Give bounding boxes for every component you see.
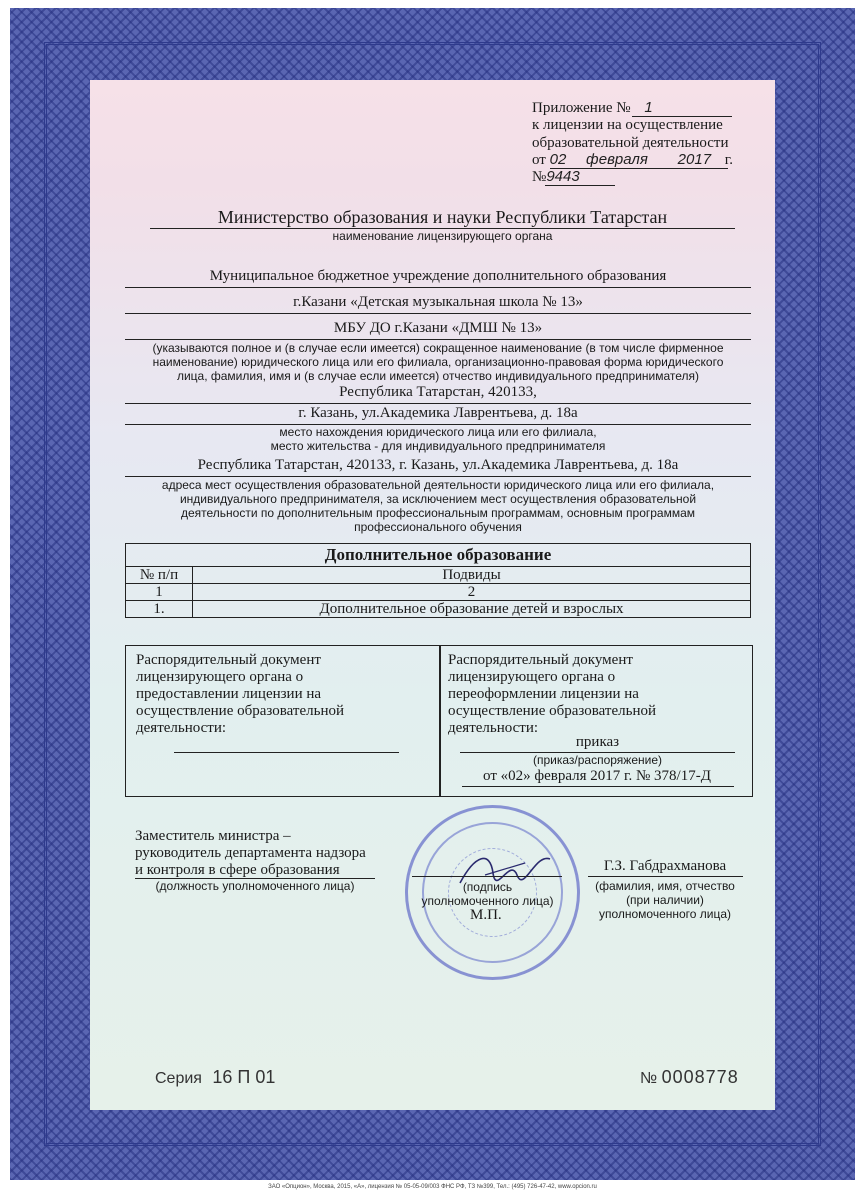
reissue-line4: осуществление образовательной bbox=[448, 703, 656, 719]
authority-name: Министерство образования и науки Республики Татарстан bbox=[217, 207, 668, 227]
official-position bbox=[135, 828, 366, 879]
rule bbox=[125, 476, 751, 477]
form-number-prefix: № bbox=[640, 1070, 658, 1087]
col-num-index: 1 bbox=[126, 584, 193, 601]
date-suffix: г. bbox=[724, 152, 734, 168]
grant-order-text bbox=[136, 652, 344, 737]
licensee-caption-line3: лица, фамилия, имя и (в случае если имеется) отчество индивидуального предпринимателя) bbox=[176, 369, 700, 383]
date-year: 2017 bbox=[677, 151, 712, 168]
grant-line4: осуществление образовательной bbox=[136, 703, 344, 719]
sign-caption-line2: уполномоченного лица) bbox=[421, 894, 554, 908]
activity-caption-line1: адреса мест осуществления образовательной деятельности юридического лица или его филиала, bbox=[161, 478, 715, 492]
activity-caption-line2: индивидуального предпринимателя, за исключением мест осуществления образовательной bbox=[179, 492, 697, 506]
address-line1: Республика Татарстан, 420133, bbox=[339, 384, 537, 400]
activity-caption bbox=[115, 478, 761, 534]
grant-line1: Распорядительный документ bbox=[136, 652, 321, 668]
name-caption-line2: (при наличии) bbox=[626, 893, 704, 907]
signature-caption bbox=[400, 880, 575, 908]
appendix-date bbox=[532, 151, 762, 169]
col-subtype-header: Подвиды bbox=[193, 567, 751, 584]
position-caption: (должность уполномоченного лица) bbox=[155, 879, 355, 893]
subtypes-table bbox=[125, 543, 751, 618]
order-reference-line bbox=[462, 786, 734, 787]
order-type: приказ bbox=[575, 734, 620, 750]
activity-caption-line3: деятельности по дополнительным профессиональным программам, основным программам bbox=[180, 506, 696, 520]
licensee-short-name: МБУ ДО г.Казани «ДМШ № 13» bbox=[333, 320, 543, 336]
order-reference: от «02» февраля 2017 г. № 378/17-Д bbox=[483, 768, 711, 784]
rule bbox=[125, 313, 751, 314]
table-index-row bbox=[126, 584, 751, 601]
date-month: февраля bbox=[586, 151, 648, 168]
address-line2: г. Казань, ул.Академика Лаврентьева, д. 18а bbox=[298, 405, 578, 421]
activity-address: Республика Татарстан, 420133, г. Казань, ул.Академика Лаврентьева, д. 18а bbox=[197, 457, 679, 473]
grant-line2: лицензирующего органа о bbox=[136, 669, 304, 685]
series-value: 16 П 01 bbox=[212, 1067, 276, 1087]
position-line1: Заместитель министра – bbox=[135, 828, 291, 844]
address-caption bbox=[125, 425, 751, 453]
name-caption-line1: (фамилия, имя, отчество bbox=[595, 879, 735, 893]
signature-line bbox=[412, 876, 562, 877]
form-number bbox=[640, 1067, 739, 1088]
date-day: 02 bbox=[549, 151, 567, 168]
series-label: Серия bbox=[155, 1070, 202, 1087]
name-caption-line3: уполномоченного лица) bbox=[598, 907, 732, 921]
licensee-caption-line2: наименование) юридического лица или его филиала, организационно-правовая форма юридического bbox=[152, 355, 724, 369]
license-number: 9443 bbox=[546, 168, 580, 185]
appendix-label: Приложение № bbox=[532, 100, 631, 116]
address-caption-line2: место жительства - для индивидуального предпринимателя bbox=[270, 439, 606, 453]
authority-caption: наименование лицензирующего органа bbox=[332, 229, 553, 243]
stamp-label: М.П. bbox=[470, 907, 502, 923]
table-header-row bbox=[126, 567, 751, 584]
series bbox=[155, 1067, 275, 1088]
appendix-number: 1 bbox=[644, 99, 653, 116]
rule bbox=[125, 339, 751, 340]
position-line3: и контроля в сфере образования bbox=[135, 862, 340, 878]
table-title-row bbox=[126, 544, 751, 567]
activity-caption-line4: профессионального обучения bbox=[354, 520, 522, 534]
address-caption-line1: место нахождения юридического лица или его филиала, bbox=[279, 425, 597, 439]
order-type-caption: (приказ/распоряжение) bbox=[532, 753, 663, 767]
appendix-license bbox=[532, 168, 580, 186]
date-prefix: от bbox=[532, 152, 546, 168]
licensee-name-line2: г.Казани «Детская музыкальная школа № 13» bbox=[293, 294, 583, 310]
reissue-order-text bbox=[448, 652, 656, 737]
reissue-line2: лицензирующего органа о bbox=[448, 669, 616, 685]
position-line2: руководитель департамента надзора bbox=[135, 845, 366, 861]
sign-caption-line1: (подпись bbox=[462, 880, 513, 894]
grant-line5: деятельности: bbox=[136, 720, 227, 736]
table-row bbox=[126, 601, 751, 618]
grant-blank-line bbox=[174, 752, 399, 753]
reissue-line5: деятельности: bbox=[448, 720, 539, 736]
license-prefix: № bbox=[532, 169, 547, 185]
grant-line3: предоставлении лицензии на bbox=[136, 686, 322, 702]
reissue-line1: Распорядительный документ bbox=[448, 652, 633, 668]
form-number-value: 0008778 bbox=[661, 1067, 739, 1087]
rule bbox=[125, 403, 751, 404]
col-num-header: № п/п bbox=[126, 567, 193, 584]
official-name: Г.З. Габдрахманова bbox=[603, 858, 727, 874]
licensee-name-line1: Муниципальное бюджетное учреждение дополнительного образования bbox=[209, 268, 667, 284]
printer-note: ЗАО «Опцион», Москва, 2015, «А», лицензия № 05-05-09/003 ФНС РФ, ТЗ №399, Тел.: (495) 726-47-42, www.opcion.ru bbox=[268, 1184, 597, 1190]
licensee-caption-line1: (указываются полное и (в случае если имеется) сокращенное наименование (в том числе фирменное bbox=[152, 341, 724, 355]
official-name-line bbox=[588, 876, 743, 877]
reissue-order-box bbox=[439, 645, 753, 797]
row-subtype: Дополнительное образование детей и взрослых bbox=[193, 601, 751, 618]
reissue-line3: переоформлении лицензии на bbox=[448, 686, 639, 702]
licensee-caption bbox=[115, 341, 761, 383]
rule bbox=[125, 287, 751, 288]
appendix-label-row bbox=[532, 99, 653, 117]
row-num: 1. bbox=[126, 601, 193, 618]
grant-order-box bbox=[125, 645, 441, 797]
table-title: Дополнительное образование bbox=[126, 544, 751, 567]
appendix-line2: к лицензии на осуществление bbox=[532, 117, 723, 133]
appendix-line3: образовательной деятельности bbox=[532, 135, 729, 151]
official-name-caption bbox=[575, 879, 755, 921]
col-subtype-index: 2 bbox=[193, 584, 751, 601]
license-line bbox=[545, 185, 615, 186]
